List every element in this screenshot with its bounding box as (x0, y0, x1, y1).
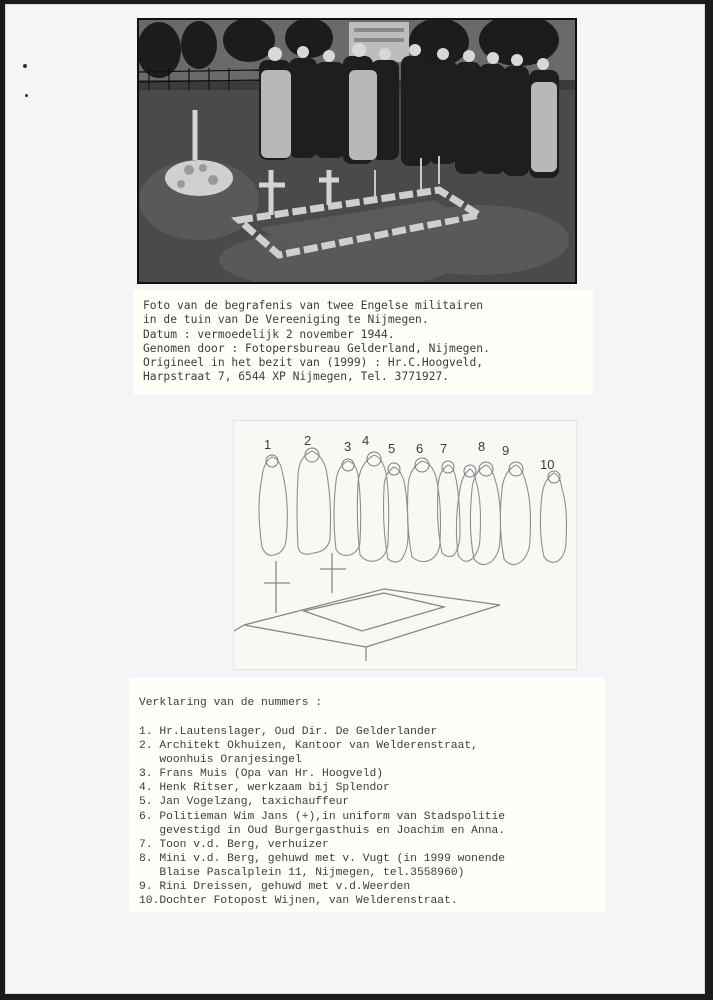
legend-item: 1. Hr.Lautenslager, Oud Dir. De Gelderlander (139, 726, 438, 738)
legend-item: gevestigd in Oud Burgergasthuis en Joachim en Anna. (139, 824, 506, 837)
ink-dot (23, 64, 27, 68)
legend-item: 4. Henk Ritser, werkzaam bij Splendor (139, 782, 390, 795)
caption-line: Datum : vermoedelijk 2 november 1944. (143, 327, 395, 341)
legend-heading: Verklaring van de nummers : (139, 697, 323, 709)
figure-number-6: 6 (416, 441, 424, 456)
funeral-photograph (137, 18, 577, 284)
legend-item: 10.Dochter Fotopost Wijnen, van Welderenstraat. (139, 895, 458, 908)
figure-number-8: 8 (478, 439, 486, 454)
document-page (5, 4, 705, 994)
caption-text (133, 290, 593, 385)
figure-number-9: 9 (502, 443, 510, 458)
caption-line: Foto van de begrafenis van twee Engelse militairen (143, 299, 484, 312)
legend-item: 2. Architekt Okhuizen, Kantoor van Welderenstraat, (139, 740, 478, 753)
legend-item: 3. Frans Muis (Opa van Hr. Hoogveld) (139, 768, 384, 781)
figure-number-1: 1 (264, 437, 272, 452)
legend-item: 7. Toon v.d. Berg, verhuizer (139, 838, 329, 851)
figure-number-7: 7 (440, 441, 448, 456)
legend-item: woonhuis Oranjesingel (139, 754, 302, 767)
figure-number-4: 4 (362, 433, 370, 448)
numbered-sketch (233, 420, 577, 670)
numbers-legend (129, 678, 605, 912)
caption-line: in de tuin van De Vereeniging te Nijmegen. (143, 313, 429, 327)
legend-item: Blaise Pascalplein 11, Nijmegen, tel.3558960) (139, 866, 465, 879)
legend-item: 8. Mini v.d. Berg, gehuwd met v. Vugt (in 1999 wonende (139, 852, 506, 865)
figure-number-3: 3 (344, 439, 352, 454)
legend-item: 5. Jan Vogelzang, taxichauffeur (139, 796, 350, 809)
ink-dot (25, 94, 28, 97)
legend-item: 6. Politieman Wim Jans (+),in uniform van Stadspolitie (139, 810, 506, 823)
figure-number-5: 5 (388, 441, 396, 456)
caption-line: Genomen door : Fotopersbureau Gelderland, Nijmegen. (143, 341, 490, 355)
caption-line: Harpstraat 7, 6544 XP Nijmegen, Tel. 3771927. (143, 370, 450, 384)
caption-line: Origineel in het bezit van (1999) : Hr.C.Hoogveld, (143, 356, 484, 370)
legend-list (139, 725, 505, 908)
legend-item: 9. Rini Dreissen, gehuwd met v.d.Weerden (139, 881, 411, 894)
figure-number-2: 2 (304, 433, 312, 448)
photo-caption-label (133, 290, 593, 394)
figure-number-10: 10 (540, 457, 555, 472)
